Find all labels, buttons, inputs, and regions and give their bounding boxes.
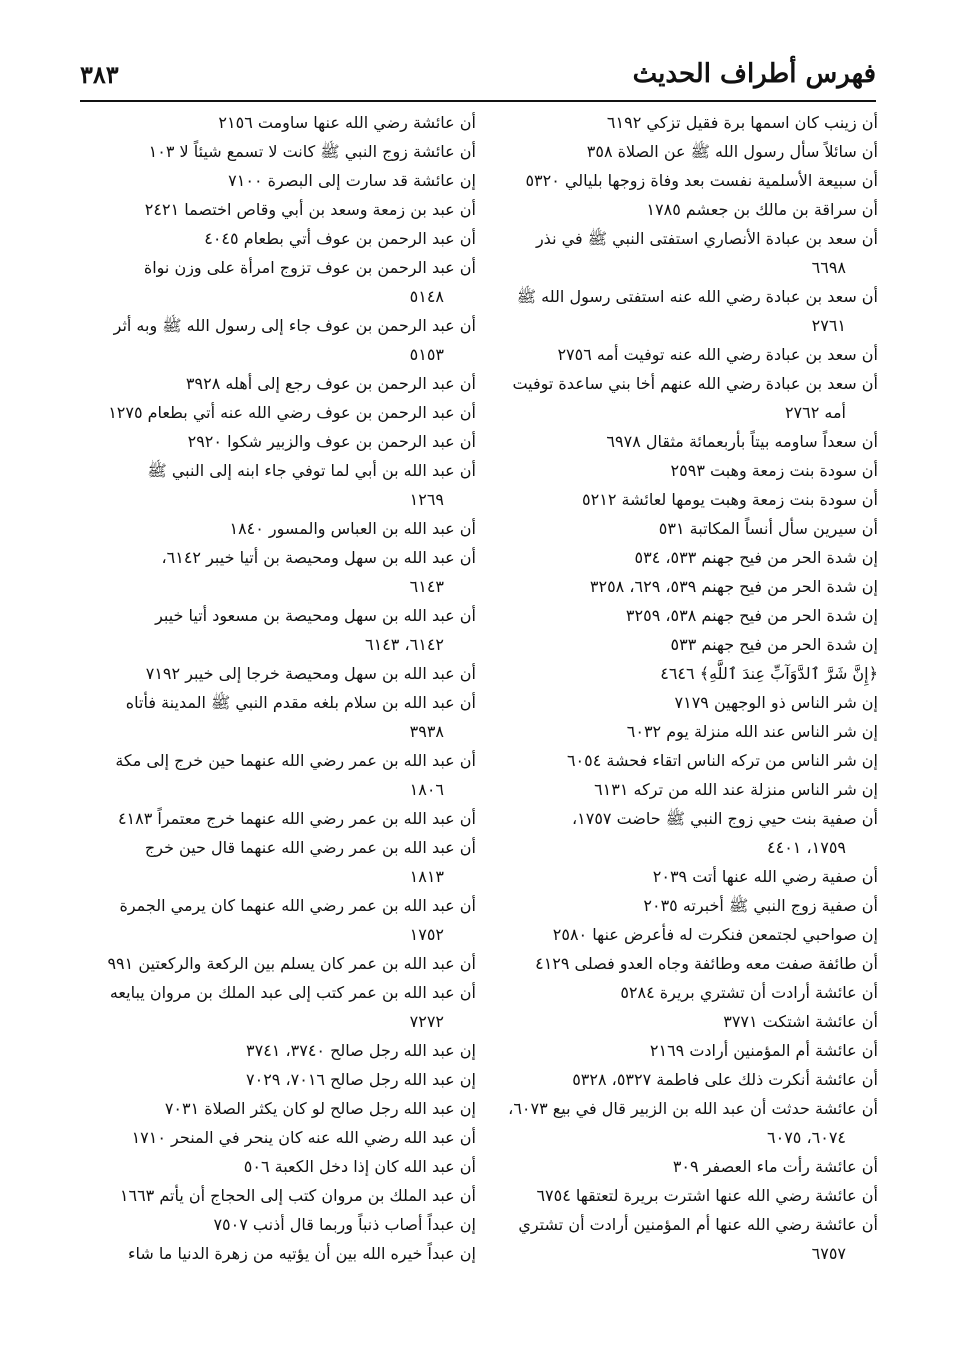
index-entry-text: أن طائفة صفت معه وطائفة وجاه العدو فصلى ٤١٢٩ — [535, 954, 878, 973]
index-entry-text: أن عبد الله رضي الله عنه كان ينحر في المنحر ١٧١٠ — [131, 1128, 476, 1147]
index-entry-text: أن زينب كان اسمها برة فقيل تزكي ٦١٩٢ — [606, 113, 878, 132]
index-entry-text: أن سائلاً سأل رسول الله ﷺ عن الصلاة ٣٥٨ — [586, 142, 878, 161]
index-entry-continuation: ١٨١٣ — [409, 867, 444, 886]
index-entry — [82, 311, 476, 369]
index-entry — [82, 398, 476, 427]
index-entry — [82, 543, 476, 601]
index-entry-text: إن شدة الحر من فيح جهنم ٥٣٣، ٥٣٤ — [634, 548, 878, 567]
index-entry-text: أن عائشة رأت ماء العصفر ٣٠٩ — [672, 1157, 878, 1176]
index-entry-text: أن سبيعة الأسلمية نفست بعد وفاة زوجها بليالي ٥٣٢٠ — [525, 171, 878, 190]
index-entry — [488, 891, 878, 920]
index-entry-text: أن عبد الله بن أبي لما توفي جاء ابنه إلى النبي ﷺ — [147, 461, 476, 480]
index-entry-text: أن عائشة رضي الله عنها أم المؤمنين أرادت أن تشتري — [518, 1215, 878, 1234]
index-entry — [488, 137, 878, 166]
index-entry-text: إن عبد الله رجل صالح ٧٠١٦، ٧٠٢٩ — [246, 1070, 476, 1089]
index-entry — [488, 978, 878, 1007]
index-entry — [82, 456, 476, 514]
index-entry-continuation: ٦٠٧٤، ٦٠٧٥ — [767, 1128, 846, 1147]
index-entry-text: أن سعد بن عبادة رضي الله عنهم أخا بني ساعدة توفيت — [512, 374, 878, 393]
index-entry-text: أن سعداً ساومه بيتاً بأربعمائة مثقال ٦٩٧٨ — [606, 432, 878, 451]
index-entry-text: أن سعد بن عبادة رضي الله عنه استفتى رسول الله ﷺ — [516, 287, 878, 306]
index-entry-text: أن عائشة حدثت أن عبد الله بن الزبير قال في بيع ٦٠٧٣، — [508, 1099, 878, 1118]
index-entry-text: أن عائشة اشتكت ٣٧٧١ — [723, 1012, 878, 1031]
index-entry-text: أن عبد الرحمن بن عوف رضي الله عنه أتي بطعام ١٢٧٥ — [108, 403, 476, 422]
index-entry — [82, 224, 476, 253]
index-entry — [488, 659, 878, 688]
index-entry — [82, 949, 476, 978]
index-entry-text: إن شدة الحر من فيح جهنم ٥٣٣ — [670, 635, 878, 654]
index-entry — [82, 1181, 476, 1210]
left-column — [82, 108, 476, 1268]
index-entry — [488, 601, 878, 630]
index-entry-continuation: ٦١٤٣ — [409, 577, 444, 596]
index-entry-text: أن عبد الله بن سهل ومحيصة بن مسعود أتيا خيبر — [155, 606, 476, 625]
index-entry-text: أن صفية رضي الله عنها أتت ٢٠٣٩ — [652, 867, 878, 886]
index-entry — [82, 1036, 476, 1065]
index-entry-text: أن عبد الرحمن بن عوف أتي بطعام ٤٠٤٥ — [204, 229, 476, 248]
index-entry-text: أن عبد الله بن عمر كتب إلى عبد الملك بن مروان يبايعه — [109, 983, 476, 1002]
index-entry-text: أن عبد الله بن عمر رضي الله عنهما كان يرمي الجمرة — [119, 896, 476, 915]
index-entry-text: أن عبد الملك بن مروان كتب إلى الحجاج أن يأتم ١٦٦٣ — [119, 1186, 476, 1205]
index-entry — [82, 137, 476, 166]
index-entry-text: أن صفية بنت حيي زوج النبي ﷺ حاضت ١٧٥٧، — [571, 809, 878, 828]
index-entry — [488, 282, 878, 340]
index-entry — [488, 1094, 878, 1152]
index-entry-text: إن شر الناس عند الله منزلة يوم ٦٠٣٢ — [626, 722, 878, 741]
index-entry — [488, 862, 878, 891]
index-entry-continuation: ١٢٦٩ — [409, 490, 444, 509]
index-entry — [488, 369, 878, 427]
index-entry-text: أن عائشة أنكرت ذلك على فاطمة ٥٣٢٧، ٥٣٢٨ — [572, 1070, 878, 1089]
index-entry-text: إن صواحبي لجتمعن فنكرت له فأعرض عنها ٢٥٨٠ — [552, 925, 878, 944]
index-entry-text: أن عبد الرحمن بن عوف تزوج امرأة على وزن نواة — [143, 258, 476, 277]
index-entry-text: أن عبد الله بن عمر رضي الله عنهما قال حين خرج — [144, 838, 476, 857]
index-entry-text: أن عبد الله بن عمر رضي الله عنهما خرج معتمراً ٤١٨٣ — [117, 809, 476, 828]
index-entry-text: إن شدة الحر من فيح جهنم ٥٣٩، ٦٢٩، ٣٢٥٨ — [589, 577, 878, 596]
index-entry-text: إن شر الناس من تركه الناس اتقاء فحشة ٦٠٥٤ — [566, 751, 878, 770]
index-entry — [82, 1094, 476, 1123]
index-entry-text: إن عائشة قد سارت إلى البصرة ٧١٠٠ — [228, 171, 476, 190]
index-entry — [82, 427, 476, 456]
index-entry — [82, 978, 476, 1036]
index-entry — [488, 572, 878, 601]
index-entry — [82, 195, 476, 224]
index-entry — [488, 166, 878, 195]
index-entry-text: أن عائشة زوج النبي ﷺ كانت لا تسمع شيئاً لا ١٠٣ — [148, 142, 476, 161]
index-entry-text: أن عبد الله بن عمر كان يسلم بين الركعة والركعتين ٩٩١ — [107, 954, 476, 973]
index-entry — [82, 746, 476, 804]
index-entry-text: أن عائشة أرادت أن تشتري بريرة ٥٢٨٤ — [620, 983, 878, 1002]
right-column — [488, 108, 878, 1268]
index-entry — [488, 949, 878, 978]
index-entry — [82, 1210, 476, 1239]
index-entry-text: أن صفية زوج النبي ﷺ أخبرته ٢٠٣٥ — [643, 896, 878, 915]
index-entry-text: أن عبد الرحمن بن عوف رجع إلى أهله ٣٩٢٨ — [185, 374, 476, 393]
index-entry-text: إن عبداً أصاب ذنباً وربما قال أذنب ٧٥٠٧ — [213, 1215, 476, 1234]
index-entry — [82, 1152, 476, 1181]
index-entry-text: أن سعد بن عبادة الأنصاري استفتى النبي ﷺ في نذر — [535, 229, 878, 248]
index-entry — [488, 224, 878, 282]
index-entry-text: أن سيرين سأل أنساً المكاتبة ٥٣١ — [658, 519, 878, 538]
index-entry — [488, 485, 878, 514]
index-entry — [488, 108, 878, 137]
index-entry-continuation: ٦٧٥٧ — [811, 1244, 846, 1263]
index-entry — [488, 195, 878, 224]
index-entry — [82, 688, 476, 746]
index-entry-continuation: ٢٧٦١ — [811, 316, 846, 335]
index-entry-continuation: ١٨٠٦ — [409, 780, 444, 799]
index-entry-text: إن شر الناس ذو الوجهين ٧١٧٩ — [674, 693, 878, 712]
index-entry — [488, 456, 878, 485]
index-entry — [488, 746, 878, 775]
running-title: فهرس أطراف الحديث — [632, 59, 876, 89]
index-entry-continuation: ٣٩٣٨ — [409, 722, 444, 741]
index-entry-continuation: ١٧٥٢ — [409, 925, 444, 944]
page-number: ٣٨٣ — [80, 59, 119, 89]
index-entry — [488, 1152, 878, 1181]
index-entry — [488, 920, 878, 949]
index-entry — [488, 630, 878, 659]
index-entry-text: أن عبد الرحمن بن عوف جاء إلى رسول الله ﷺ وبه أثر — [113, 316, 476, 335]
index-entry-text: أن سعد بن عبادة رضي الله عنه توفيت أمه ٢٧٥٦ — [557, 345, 878, 364]
index-entry — [82, 804, 476, 833]
index-entry — [82, 108, 476, 137]
index-entry — [488, 514, 878, 543]
index-entry-text: أن عبد الله بن سهل ومحيصة خرجا إلى خيبر ٧١٩٢ — [145, 664, 476, 683]
index-entry-text: أن سودة بنت زمعة وهبت يومها لعائشة ٥٢١٢ — [582, 490, 878, 509]
index-entry-continuation: ٧٢٧٢ — [409, 1012, 444, 1031]
index-entry — [488, 804, 878, 862]
index-entry — [488, 1007, 878, 1036]
index-entry — [82, 601, 476, 659]
index-entry — [82, 833, 476, 891]
index-entry-continuation: ١٧٥٩، ٤٤٠١ — [767, 838, 846, 857]
index-entry — [488, 1181, 878, 1210]
header-rule — [80, 100, 876, 102]
index-entry-text: أن عبد الله كان إذا دخل الكعبة ٥٠٦ — [243, 1157, 476, 1176]
index-entry — [488, 717, 878, 746]
index-entry-text: ﴿إِنَّ شَرَّ ٱلدَّوَآبِّ عِندَ ٱللَّهِ﴾ ٤٦٤٦ — [660, 664, 878, 683]
index-entry — [488, 688, 878, 717]
index-entry-continuation: ٦٦٩٨ — [811, 258, 846, 277]
index-entry-text: أن عبد الله بن سهل ومحيصة بن أتيا خيبر ٦١٤٢، — [161, 548, 476, 567]
index-entry-text: أن عائشة أم المؤمنين أرادت ٢١٦٩ — [649, 1041, 878, 1060]
index-entry-text: أن عائشة رضي الله عنها ساومت ٢١٥٦ — [218, 113, 476, 132]
index-entry-text: أن عبد بن زمعة وسعد بن أبي وقاص اختصما ٢٤٢١ — [144, 200, 476, 219]
index-entry — [488, 1036, 878, 1065]
index-entry-text: أن عائشة رضي الله عنها اشترت بريرة لتعتقها ٦٧٥٤ — [536, 1186, 878, 1205]
index-entry — [488, 1210, 878, 1268]
page-header — [80, 52, 876, 96]
index-entry — [82, 1239, 476, 1268]
index-entry-text: إن شدة الحر من فيح جهنم ٥٣٨، ٣٢٥٩ — [625, 606, 878, 625]
index-entry-text: أن عبد الرحمن بن عوف والزبير شكوا ٢٩٢٠ — [187, 432, 476, 451]
index-entry-text: إن عبد الله رجل صالح لو كان يكثر الصلاة ٧٠٣١ — [164, 1099, 476, 1118]
index-entry — [488, 543, 878, 572]
index-entry — [488, 427, 878, 456]
index-entry-continuation: ٥١٤٨ — [409, 287, 444, 306]
index-entry-continuation: أمه ٢٧٦٢ — [784, 403, 846, 422]
index-entry-text: أن سراقة بن مالك بن جعشم ١٧٨٥ — [646, 200, 878, 219]
index-entry-text: أن عبد الله بن العباس والمسور ١٨٤٠ — [229, 519, 476, 538]
index-entry — [82, 659, 476, 688]
index-entry — [488, 775, 878, 804]
index-entry — [488, 340, 878, 369]
index-entry — [488, 1065, 878, 1094]
index-entry-continuation: ٥١٥٣ — [409, 345, 444, 364]
index-entry — [82, 1065, 476, 1094]
index-entry — [82, 1123, 476, 1152]
index-entry-text: إن شر الناس منزلة عند الله من تركه ٦١٣١ — [594, 780, 878, 799]
index-entry — [82, 166, 476, 195]
index-entry-text: إن عبداً خيره الله بين أن يؤتيه من زهرة الدنيا ما شاء — [128, 1244, 476, 1263]
index-entry — [82, 369, 476, 398]
index-entry-continuation: ٦١٤٢، ٦١٤٣ — [365, 635, 444, 654]
index-entry — [82, 253, 476, 311]
index-entry — [82, 514, 476, 543]
index-entry — [82, 891, 476, 949]
index-entry-text: أن عبد الله بن عمر رضي الله عنهما حين خرج إلى مكة — [115, 751, 476, 770]
index-entry-text: إن عبد الله رجل صالح ٣٧٤٠، ٣٧٤١ — [246, 1041, 476, 1060]
index-entry-text: أن سودة بنت زمعة وهبت ٢٥٩٣ — [670, 461, 878, 480]
index-entry-text: أن عبد الله بن سلام بلغه مقدم النبي ﷺ المدينة فأتاه — [125, 693, 476, 712]
